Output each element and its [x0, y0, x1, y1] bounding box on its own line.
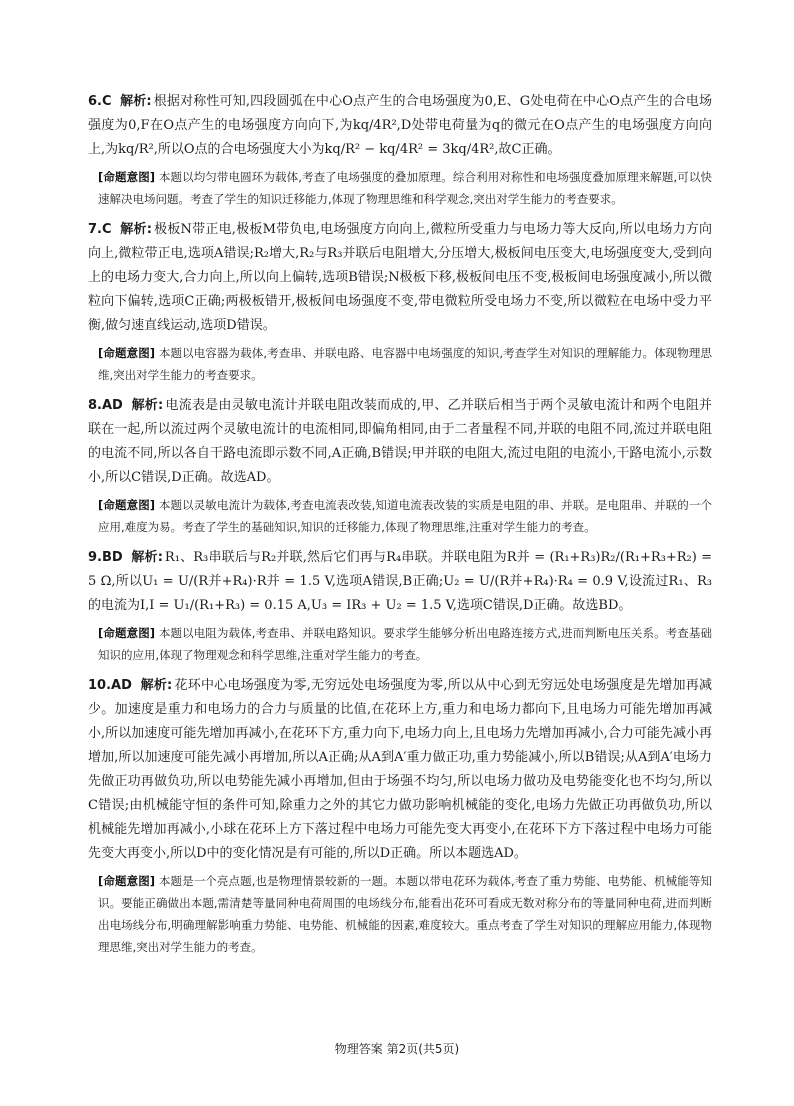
analysis-label: 解析: — [120, 222, 152, 237]
question-9-intent — [98, 622, 712, 666]
intent-text: 本题以均匀带电圆环为载体,考查了电场强度的叠加原理。综合利用对称性和电场强度叠加原理来解题,可以快速解决电场问题。考查了学生的知识迁移能力,体现了物理思维和科学观念,突出对学生能力的考查要求。 — [98, 170, 713, 206]
question-7-text — [88, 218, 712, 338]
intent-tag: [命题意图] — [98, 170, 156, 184]
question-6 — [88, 90, 712, 210]
analysis-label: 解析: — [120, 94, 152, 109]
question-8-text — [88, 394, 712, 490]
analysis-text: 花环中心电场强度为零,无穷远处电场强度为零,所以从中心到无穷远处电场强度是先增加再减少。加速度是重力和电场力的合力与质量的比值,在花环上方,重力和电场力都向下,且电场力可能先增加再减小,所以加速度可能先增加再减小,在花环下方,重力向下,电场力向上,且电场力先增加再减小,合力可能先减小再增加,所以加速度可能先减小再增加,所以A正确;从A到A′重力做正功,重力势能减小,所以B错误;从A到A′电场力先做正功再做负功,所以电势能先减小再增加,但由于场强不均匀,所以电场力做功及电势能变化也不均匀,所以C错误;由机械能守恒的条件可知,除重力之外的其它力做功影响机械能的变化,电场力先做正功再做负功,所以机械能先增加再减小,小球在花环上方下落过程中电场力可能先变大再变小,在花环下方下落过程中电场力可能先变大再变小,所以D中的变化情况是有可能的,所以D正确。所以本题选AD。 — [88, 678, 713, 861]
intent-text: 本题是一个亮点题,也是物理情景较新的一题。本题以带电花环为载体,考查了重力势能、电势能、机械能等知识。要能正确做出本题,需清楚等量同种电荷周围的电场线分布,能看出花环可看成无数对称分布的等量同种电荷,进而判断出电场线分布,明确理解影响重力势能、电势能、机械能的因素,难度较大。重点考查了学生对知识的理解应用能力,体现物理思维,突出对学生能力的考查。 — [98, 874, 713, 954]
analysis-text: R₁、R₃串联后与R₂并联,然后它们再与R₄串联。并联电阻为R并 = (R₁+R₃)R₂/(R₁+R₃+R₂) = 5 Ω,所以U₁ = U/(R并+R₄)·R并 = 1.5 V,选项A错误,B正确;U₂ = U/(R并+R₄)·R₄ = 0.9 V,设流过R₁、R₃的电流为I,I = U₁/(R₁+R₃) = 0.15 A,U₃ = IR₃ + U₂ = 1.5 V,选项C错误,D正确。故选BD。 — [88, 550, 713, 613]
question-8 — [88, 394, 712, 538]
answer-number: 10.AD — [88, 678, 132, 693]
analysis-text: 极板N带正电,极板M带负电,电场强度方向向上,微粒所受重力与电场力等大反向,所以电场力方向向上,微粒带正电,选项A错误;R₂增大,R₂与R₃并联后电阻增大,分压增大,极板间电压变大,电场强度变大,受到向上的电场力变大,合力向上,所以向上偏转,选项B错误;N极板下移,极板间电压不变,极板间电场强度减小,所以微粒向下偏转,选项C正确;两极板错开,极板间电场强度不变,带电微粒所受电场力不变,所以微粒在电场中受力平衡,做匀速直线运动,选项D错误。 — [88, 222, 713, 333]
intent-tag: [命题意图] — [98, 626, 156, 640]
answer-number: 6.C — [88, 94, 112, 109]
answer-number: 7.C — [88, 222, 112, 237]
intent-text: 本题以电容器为载体,考查串、并联电路、电容器中电场强度的知识,考查学生对知识的理解能力。体现物理思维,突出对学生能力的考查要求。 — [98, 346, 713, 382]
question-10-text — [88, 674, 712, 866]
intent-tag: [命题意图] — [98, 498, 156, 512]
question-9 — [88, 546, 712, 666]
analysis-text: 根据对称性可知,四段圆弧在中心O点产生的合电场强度为0,E、G处电荷在中心O点产生的合电场强度为0,F在O点产生的电场强度方向向下,为kq/4R²,D处带电荷量为q的微元在O点产生的电场强度方向向上,为kq/R²,所以O点的合电场强度大小为kq/R² − kq/4R² = 3kq/4R²,故C正确。 — [88, 94, 712, 157]
intent-tag: [命题意图] — [98, 874, 156, 888]
intent-text: 本题以电阻为载体,考查串、并联电路知识。要求学生能够分析出电路连接方式,进而判断电压关系。考查基础知识的应用,体现了物理观念和科学思维,注重对学生能力的考查。 — [98, 626, 713, 662]
question-7 — [88, 218, 712, 386]
question-8-intent — [98, 494, 712, 538]
intent-text: 本题以灵敏电流计为载体,考查电流表改装,知道电流表改装的实质是电阻的串、并联。是电阻串、并联的一个应用,难度为易。考查了学生的基础知识,知识的迁移能力,体现了物理思维,注重对学生能力的考查。 — [98, 498, 713, 534]
answer-page — [88, 90, 712, 966]
question-7-intent — [98, 342, 712, 386]
analysis-label: 解析: — [140, 678, 173, 693]
analysis-text: 电流表是由灵敏电流计并联电阻改装而成的,甲、乙并联后相当于两个灵敏电流计和两个电阻并联在一起,所以流过两个灵敏电流计的电流相同,即偏角相同,由于二者量程不同,并联的电阻不同,流过并联电阻的电流不同,所以各自干路电流即示数不同,A正确,B错误;甲并联的电阻大,流过电阻的电流小,干路电流小,示数小,所以C错误,D正确。故选AD。 — [88, 398, 713, 485]
question-10-intent — [98, 870, 712, 958]
question-6-intent — [98, 166, 712, 210]
page-footer: 物理答案 第2页(共5页) — [334, 1042, 460, 1056]
question-9-text — [88, 546, 712, 618]
question-10 — [88, 674, 712, 958]
answer-number: 8.AD — [88, 398, 123, 413]
analysis-label: 解析: — [131, 398, 164, 413]
intent-tag: [命题意图] — [98, 346, 156, 360]
question-6-text — [88, 90, 712, 162]
analysis-label: 解析: — [131, 550, 163, 565]
answer-number: 9.BD — [88, 550, 123, 565]
